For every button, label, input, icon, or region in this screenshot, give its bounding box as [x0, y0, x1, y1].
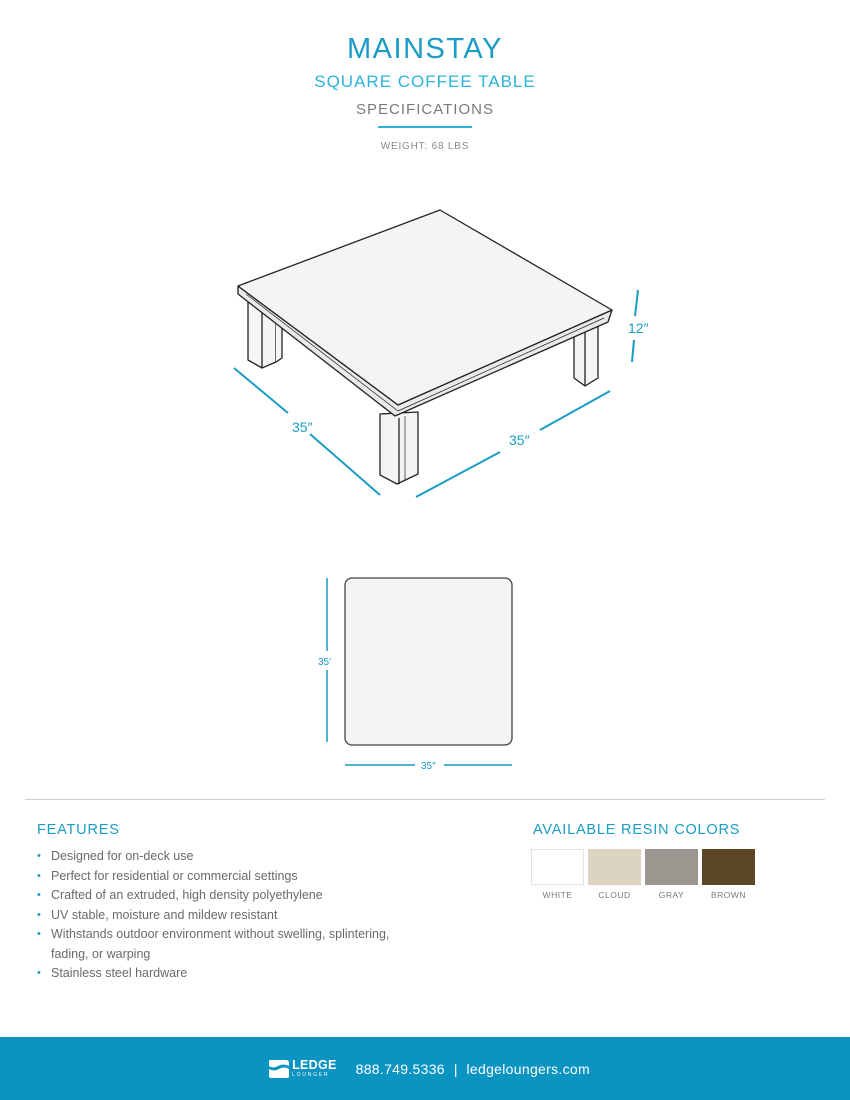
- swatch-label: CLOUD: [598, 890, 631, 900]
- weight-label: WEIGHT: 68 LBS: [380, 141, 470, 152]
- wave-logo-icon: [268, 1059, 290, 1079]
- feature-item: • Designed for on-deck use: [37, 847, 417, 867]
- bottom-dimension-label: 35″: [421, 761, 436, 772]
- swatch-label: BROWN: [710, 890, 747, 900]
- section-divider: [25, 799, 825, 800]
- phone-number[interactable]: 888.749.5336: [355, 1060, 445, 1077]
- features-list: [37, 847, 417, 984]
- section-label: SPECIFICATIONS: [356, 101, 494, 118]
- swatch-white: [531, 849, 584, 900]
- feature-item: • Withstands outdoor environment without swelling, splintering, fading, or warping: [37, 925, 417, 964]
- feature-item: • Crafted of an extruded, high density polyethylene: [37, 886, 417, 906]
- feature-item: • UV stable, moisture and mildew resistant: [37, 906, 417, 926]
- side-dimension-label: 35′: [318, 657, 331, 668]
- color-swatches: [531, 849, 755, 900]
- top-view-diagram: [310, 570, 530, 780]
- swatch-color-brown: [702, 849, 755, 885]
- swatch-label: GRAY: [658, 890, 685, 900]
- height-dimension-label: 12″: [628, 320, 649, 336]
- product-title: MAINSTAY: [347, 33, 503, 65]
- heading-rule: [378, 126, 472, 128]
- feature-item: • Stainless steel hardware: [37, 964, 417, 984]
- swatch-label: WHITE: [542, 890, 573, 900]
- logo-text-lounger: LOUNGER: [292, 1071, 330, 1078]
- top-view-tabletop: [345, 578, 512, 745]
- width-dimension-label: 35″: [509, 432, 530, 448]
- swatch-cloud: [588, 849, 641, 900]
- swatch-brown: [702, 849, 755, 900]
- depth-dimension-label: 35″: [292, 419, 313, 435]
- swatch-color-white: [531, 849, 584, 885]
- resin-colors-heading: AVAILABLE RESIN COLORS: [533, 822, 741, 838]
- footer-bar: [0, 1037, 850, 1100]
- swatch-color-gray: [645, 849, 698, 885]
- tabletop: [238, 210, 612, 405]
- website-link[interactable]: ledgeloungers.com: [466, 1060, 590, 1077]
- logo-text-ledge: LEDGE: [292, 1058, 337, 1073]
- features-heading: FEATURES: [37, 822, 120, 838]
- product-subtitle: SQUARE COFFEE TABLE: [314, 72, 536, 91]
- isometric-table-diagram: [225, 200, 655, 510]
- feature-item: • Perfect for residential or commercial settings: [37, 867, 417, 887]
- swatch-color-cloud: [588, 849, 641, 885]
- swatch-gray: [645, 849, 698, 900]
- ledge-lounger-logo: [268, 1059, 337, 1079]
- footer-separator: |: [453, 1060, 458, 1077]
